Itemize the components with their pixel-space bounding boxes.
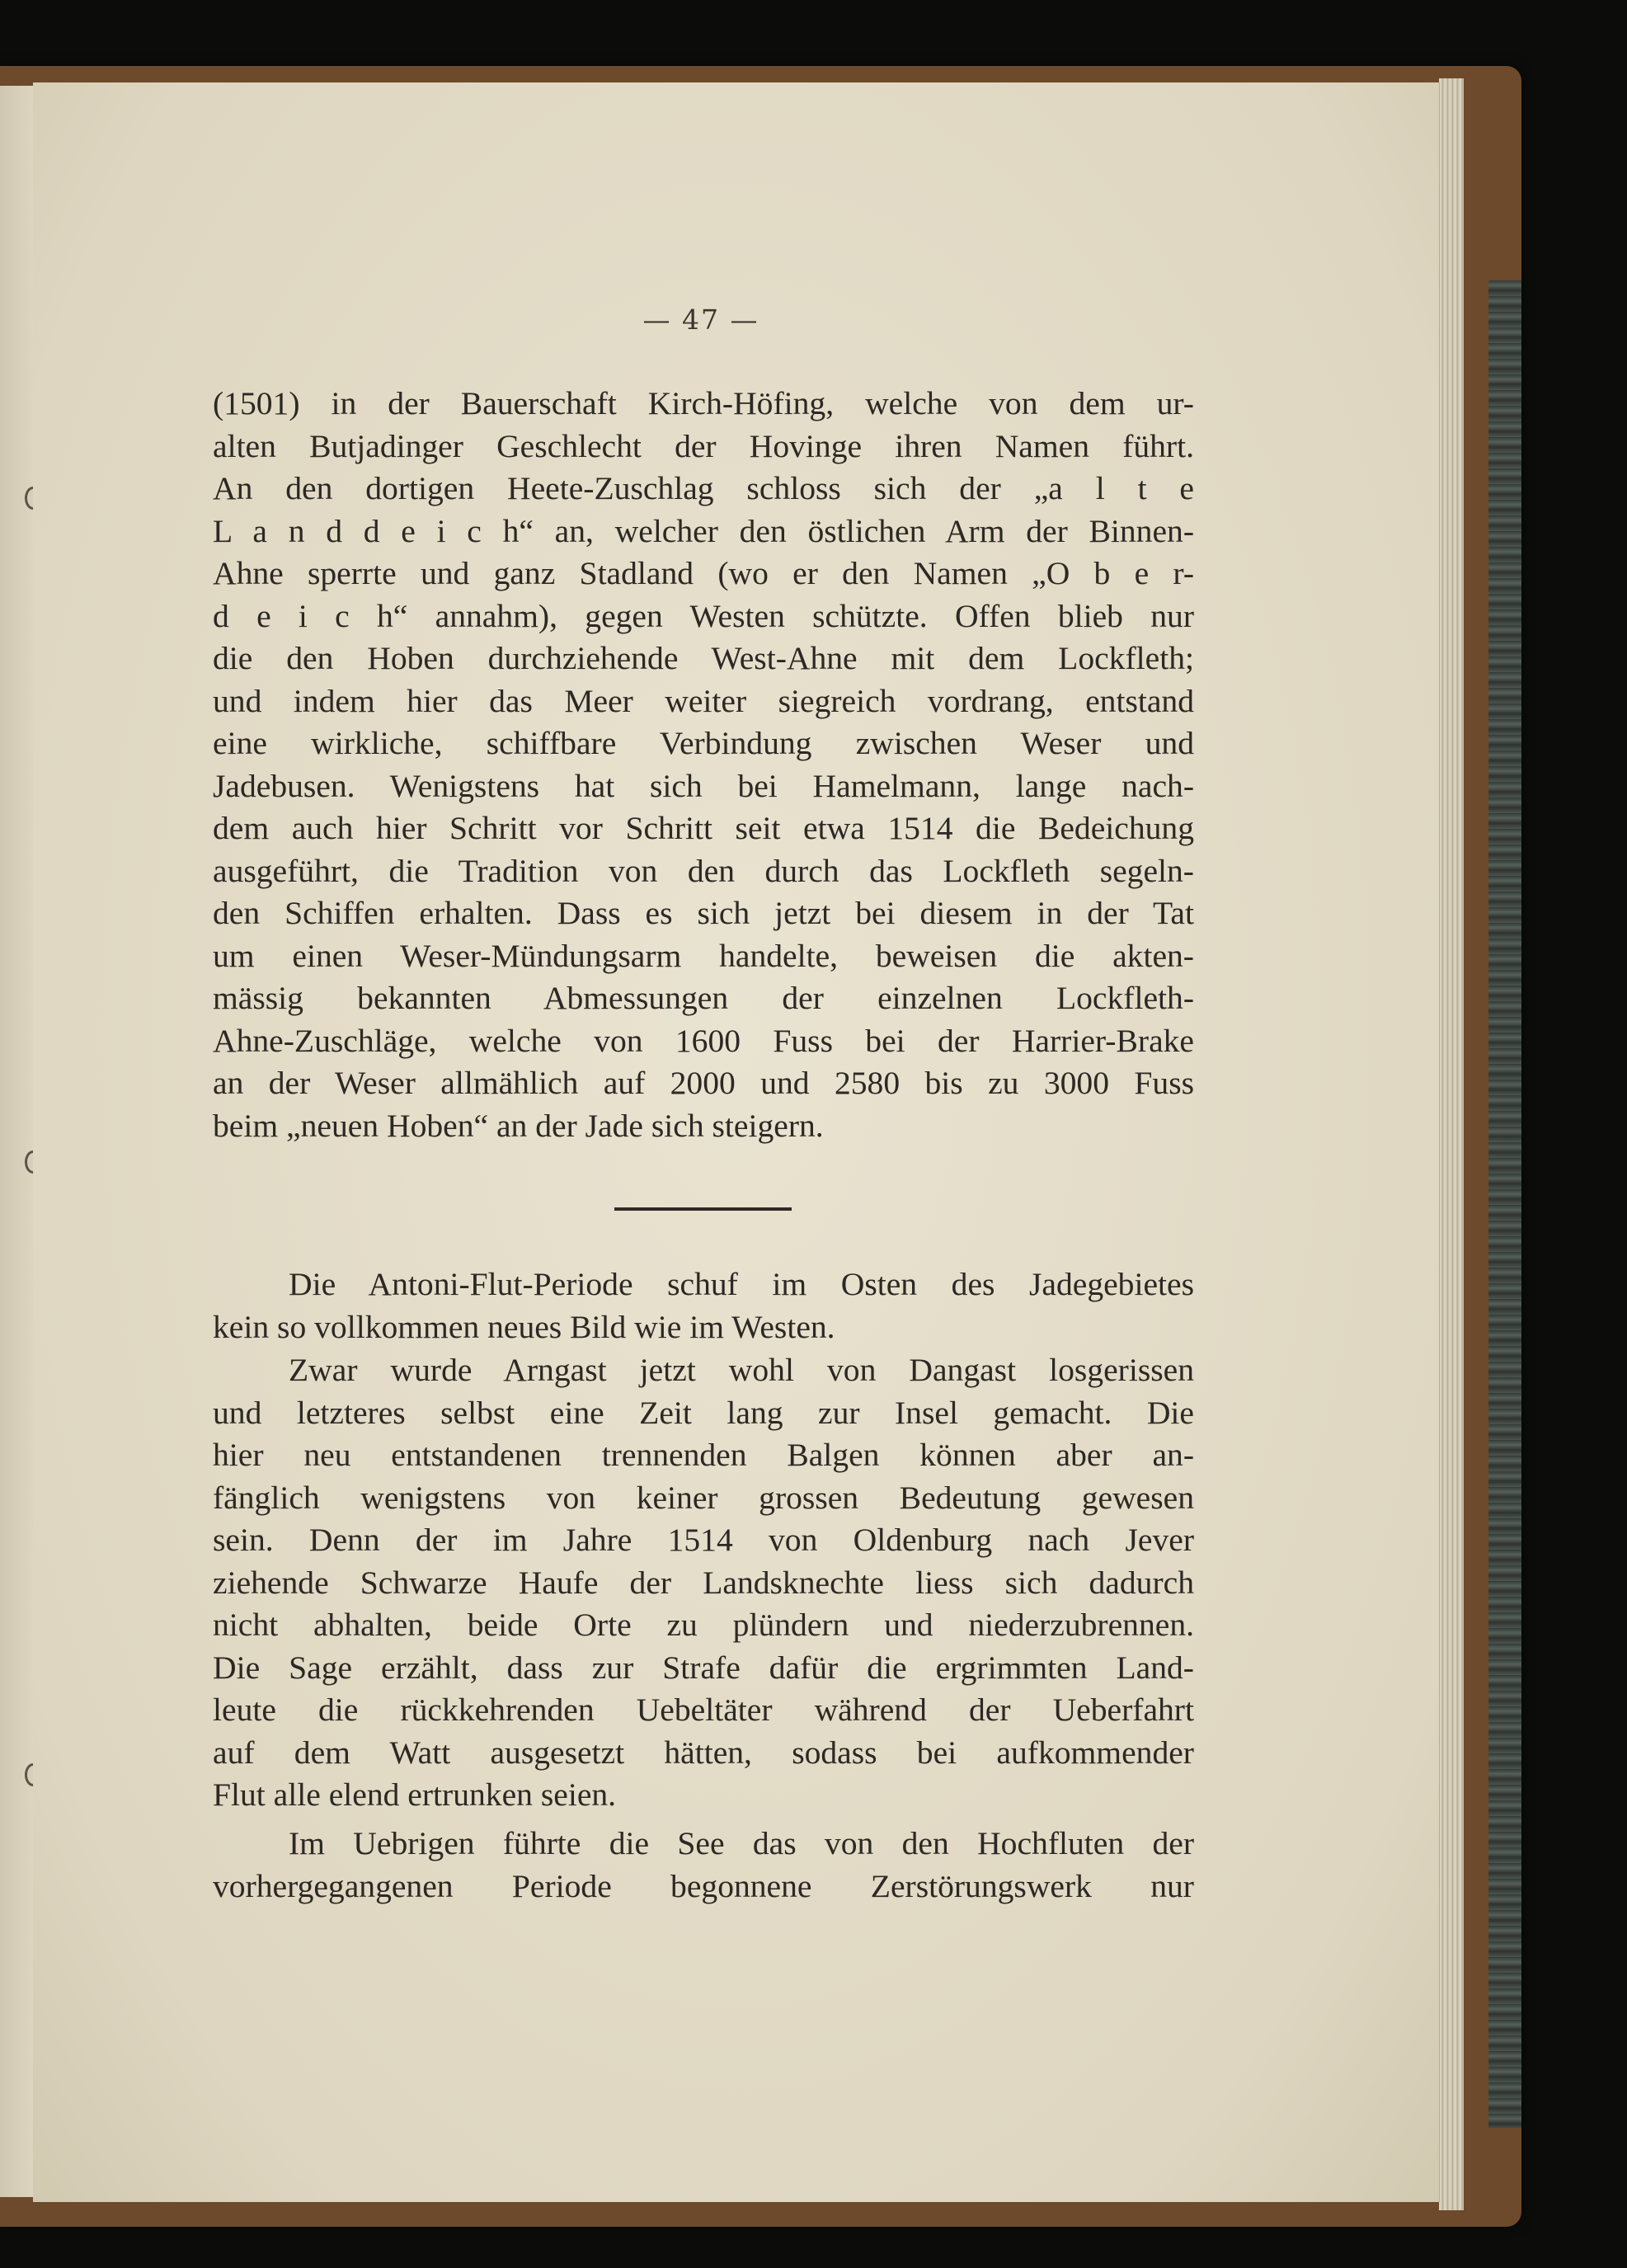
- cover-spine-edge: [1488, 280, 1521, 2128]
- text-line: nicht abhalten, beide Orte zu plündern und niederzubrennen.: [213, 1607, 1194, 1643]
- text-line: Jadebusen. Wenigstens hat sich bei Hamelmann, lange nach-: [213, 767, 1194, 804]
- paragraph: [213, 1263, 1194, 1348]
- page-number: — 47 —: [642, 303, 759, 336]
- text-line: ausgeführt, die Tradition von den durch das Lockfleth segeln-: [213, 852, 1194, 889]
- text-line: Die Antoni-Flut-Periode schuf im Osten des Jadegebietes: [289, 1266, 1194, 1302]
- text-line: Zwar wurde Arngast jetzt wohl von Dangast losgerissen: [289, 1352, 1194, 1388]
- text-line: dem auch hier Schritt vor Schritt seit etwa 1514 die Bedeichung: [213, 810, 1194, 846]
- left-page-edge: [0, 86, 35, 2197]
- paragraph: [213, 1349, 1194, 1817]
- text-line: beim „neuen Hoben“ an der Jade sich steigern.: [213, 1107, 824, 1144]
- text-line: Flut alle elend ertrunken seien.: [213, 1776, 617, 1813]
- text-line: d e i c h“ annahm), gegen Westen schützte. Offen blieb nur: [213, 597, 1194, 634]
- text-line: die den Hoben durchziehende West-Ahne mit dem Lockfleth;: [213, 640, 1194, 676]
- text-line: Die Sage erzählt, dass zur Strafe dafür die ergrimmten Land-: [213, 1649, 1194, 1686]
- text-line: an der Weser allmählich auf 2000 und 2580 bis zu 3000 Fuss: [213, 1065, 1194, 1101]
- text-line: alten Butjadinger Geschlecht der Hovinge ihren Namen führt.: [213, 427, 1194, 464]
- text-line: mässig bekannten Abmessungen der einzelnen Lockfleth-: [213, 980, 1194, 1016]
- text-line: kein so vollkommen neues Bild wie im Westen.: [213, 1308, 835, 1345]
- text-line: auf dem Watt ausgesetzt hätten, sodass bei aufkommender: [213, 1734, 1194, 1771]
- text-line: Ahne sperrte und ganz Stadland (wo er den Namen „O b e r-: [213, 555, 1194, 591]
- text-line: L a n d d e i c h“ an, welcher den östlichen Arm der Binnen-: [213, 512, 1194, 549]
- text-line: eine wirkliche, schiffbare Verbindung zwischen Weser und: [213, 725, 1194, 761]
- text-line: fänglich wenigstens von keiner grossen Bedeutung gewesen: [213, 1479, 1194, 1516]
- text-line: und indem hier das Meer weiter siegreich vordrang, entstand: [213, 682, 1194, 719]
- text-line: Ahne-Zuschläge, welche von 1600 Fuss bei der Harrier-Brake: [213, 1022, 1194, 1059]
- text-line: und letzteres selbst eine Zeit lang zur Insel gemacht. Die: [213, 1394, 1194, 1431]
- text-line: leute die rückkehrenden Uebeltäter während der Ueberfahrt: [213, 1692, 1194, 1728]
- text-line: vorhergegangenen Periode begonnene Zerstörungswerk nur: [213, 1867, 1194, 1904]
- section-divider: [614, 1207, 792, 1211]
- text-line: um einen Weser-Mündungsarm handelte, beweisen die akten-: [213, 937, 1194, 974]
- paragraph: [213, 383, 1194, 1147]
- page-stack-edge: [1439, 78, 1464, 2210]
- paragraph: [213, 1823, 1194, 1908]
- text-line: sein. Denn der im Jahre 1514 von Oldenburg nach Jever: [213, 1522, 1194, 1558]
- text-line: Im Uebrigen führte die See das von den Hochfluten der: [289, 1825, 1194, 1861]
- text-line: den Schiffen erhalten. Dass es sich jetzt bei diesem in der Tat: [213, 895, 1194, 931]
- text-line: hier neu entstandenen trennenden Balgen können aber an-: [213, 1437, 1194, 1473]
- text-line: ziehende Schwarze Haufe der Landsknechte liess sich dadurch: [213, 1564, 1194, 1601]
- text-line: An den dortigen Heete-Zuschlag schloss sich der „a l t e: [213, 470, 1194, 506]
- text-line: (1501) in der Bauerschaft Kirch-Höfing, welche von dem ur-: [213, 385, 1194, 421]
